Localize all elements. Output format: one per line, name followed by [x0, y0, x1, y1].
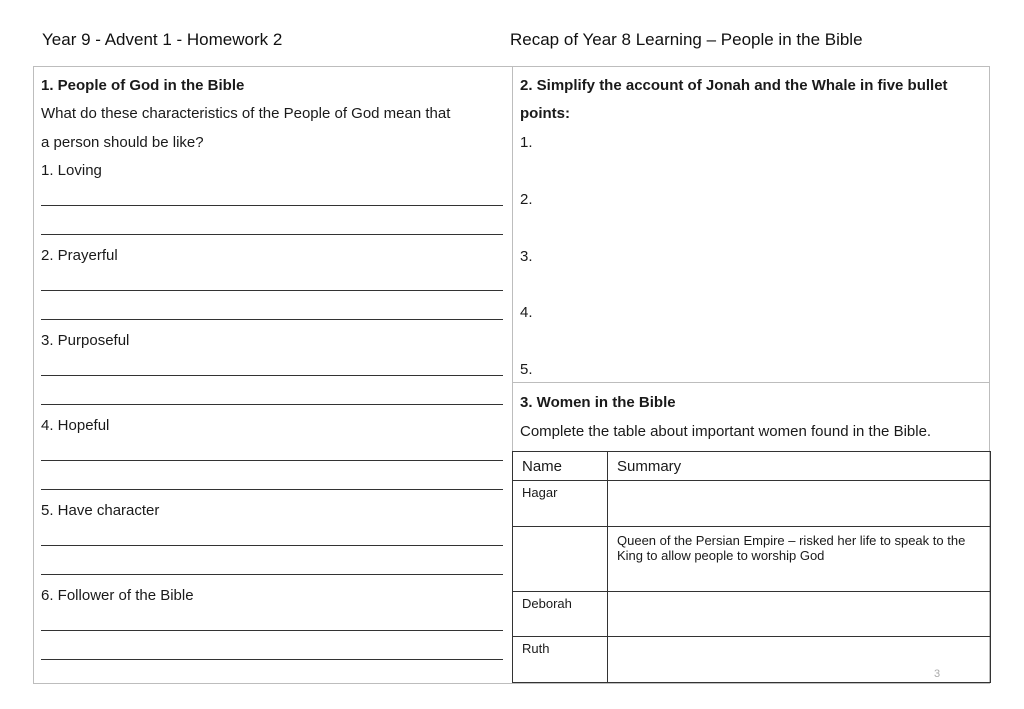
section-divider — [512, 382, 989, 383]
answer-line[interactable] — [41, 290, 503, 291]
characteristic-purposeful: 3. Purposeful — [41, 332, 130, 349]
summary-cell[interactable]: Queen of the Persian Empire – risked her life to speak to the King to allow people to worship God — [608, 527, 991, 592]
bullet-point-5[interactable]: 5. — [520, 361, 533, 378]
answer-line[interactable] — [41, 630, 503, 631]
bullet-point-4[interactable]: 4. — [520, 304, 533, 321]
homework-title: Year 9 - Advent 1 - Homework 2 — [42, 30, 283, 49]
section2-title-line2: points: — [520, 105, 570, 122]
characteristic-have-character: 5. Have character — [41, 502, 160, 519]
answer-line[interactable] — [41, 375, 503, 376]
table-header-row — [513, 452, 991, 481]
answer-line[interactable] — [41, 319, 503, 320]
recap-title: Recap of Year 8 Learning – People in the Bible — [510, 30, 863, 49]
table-row — [513, 527, 991, 592]
column-header-summary: Summary — [608, 452, 991, 481]
table-row — [513, 592, 991, 637]
bullet-point-3[interactable]: 3. — [520, 248, 533, 265]
characteristic-follower-of-bible: 6. Follower of the Bible — [41, 587, 194, 604]
answer-line[interactable] — [41, 574, 503, 575]
section1-intro-line1: What do these characteristics of the People of God mean that — [41, 105, 451, 122]
summary-cell[interactable] — [608, 481, 991, 527]
column-header-name: Name — [513, 452, 608, 481]
answer-line[interactable] — [41, 460, 503, 461]
section3-title: 3. Women in the Bible — [520, 394, 676, 411]
name-cell[interactable] — [513, 527, 608, 592]
section3-instruction: Complete the table about important women found in the Bible. — [520, 423, 932, 440]
worksheet-grid — [33, 66, 990, 684]
characteristic-hopeful: 4. Hopeful — [41, 417, 110, 434]
summary-cell[interactable] — [608, 592, 991, 637]
bullet-point-2[interactable]: 2. — [520, 191, 533, 208]
table-row — [513, 637, 991, 683]
women-table — [512, 451, 991, 683]
section2-title-line1: 2. Simplify the account of Jonah and the Whale in five bullet — [520, 77, 948, 94]
answer-line[interactable] — [41, 545, 503, 546]
answer-line[interactable] — [41, 205, 503, 206]
answer-line[interactable] — [41, 489, 503, 490]
answer-line[interactable] — [41, 659, 503, 660]
section1-intro-line2: a person should be like? — [41, 134, 204, 151]
name-cell[interactable]: Hagar — [513, 481, 608, 527]
name-cell[interactable]: Deborah — [513, 592, 608, 637]
characteristic-loving: 1. Loving — [41, 162, 102, 179]
bullet-point-1[interactable]: 1. — [520, 134, 533, 151]
name-cell[interactable]: Ruth — [513, 637, 608, 683]
table-row — [513, 481, 991, 527]
characteristic-prayerful: 2. Prayerful — [41, 247, 118, 264]
page-number: 3 — [934, 668, 941, 680]
section1-title: 1. People of God in the Bible — [41, 77, 245, 94]
answer-line[interactable] — [41, 234, 503, 235]
answer-line[interactable] — [41, 404, 503, 405]
